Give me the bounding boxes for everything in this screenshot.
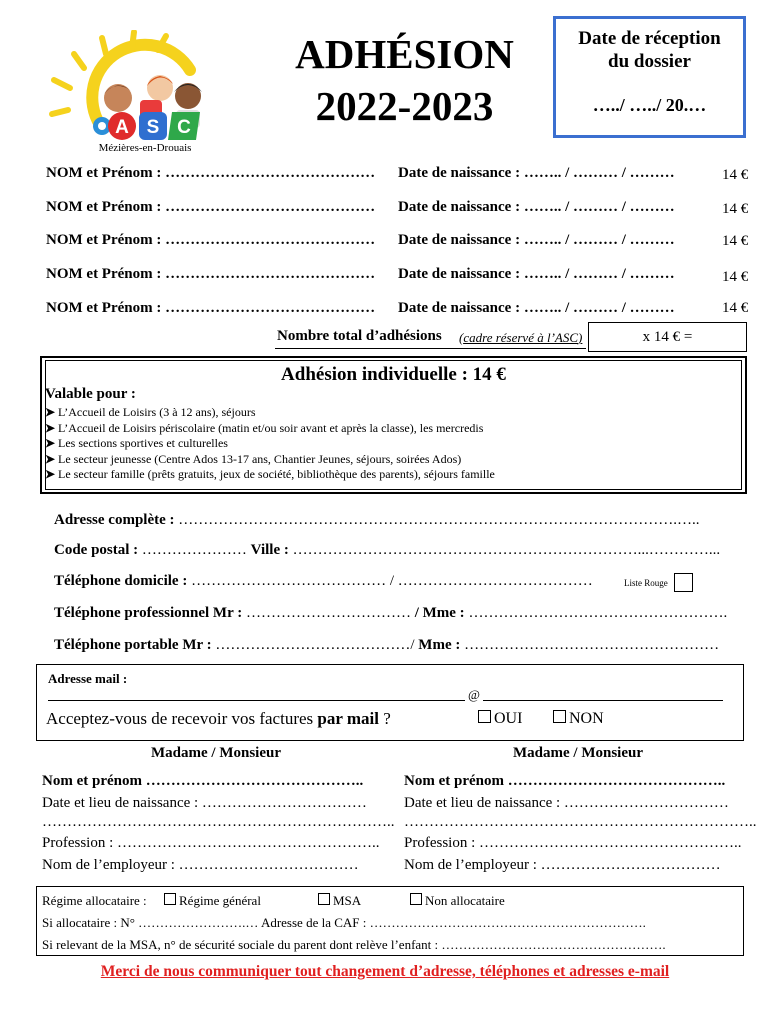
- regime-general-option[interactable]: [164, 893, 261, 909]
- member-name-field[interactable]: NOM et Prénom : ……………………………………: [46, 165, 376, 181]
- list-item-text: Les sections sportives et culturelles: [58, 436, 228, 450]
- arrow-bullet-icon: ➤: [45, 420, 56, 435]
- address-row: [54, 512, 700, 529]
- address-field[interactable]: ……………………………………………………………………………………….…..: [178, 512, 700, 528]
- non-label: NON: [569, 710, 604, 727]
- non-option[interactable]: [553, 710, 604, 728]
- msa-checkbox[interactable]: [318, 893, 330, 905]
- member-price: 14 €: [722, 167, 749, 183]
- reception-label-2: du dossier: [608, 51, 691, 72]
- parent-left-birth-dots[interactable]: ……………………………………………………………..: [42, 814, 395, 830]
- arrow-bullet-icon: ➤: [45, 436, 56, 450]
- parent-right-name-field[interactable]: Nom et prénom ……………………………………..: [404, 773, 726, 789]
- list-item: [45, 405, 495, 421]
- asc-logo: [40, 30, 240, 155]
- work-phone-mme-field[interactable]: …………………………………………….: [468, 605, 728, 621]
- title-line-2: 2022-2023: [315, 83, 494, 129]
- parent-right-birth-field[interactable]: Date et lieu de naissance : ……………………………: [404, 795, 729, 811]
- parent-left-name-field[interactable]: Nom et prénom ……………………………………..: [42, 773, 364, 789]
- arrow-bullet-icon: ➤: [45, 467, 56, 481]
- postal-code-field[interactable]: …………………: [141, 542, 247, 558]
- member-dob-field[interactable]: Date de naissance : …….. / ……… / ………: [398, 199, 675, 215]
- member-price: 14 €: [722, 269, 749, 285]
- arrow-bullet-icon: ➤: [45, 405, 56, 419]
- list-item-text: L’Accueil de Loisirs (3 à 12 ans), séjours: [58, 405, 256, 419]
- parent-left-birth-field[interactable]: Date et lieu de naissance : ……………………………: [42, 795, 367, 811]
- member-price: 14 €: [722, 300, 749, 316]
- msa-social-security-field[interactable]: Si relevant de la MSA, n° de sécurité sociale du parent dont relève l’enfant : …………………………………………….: [42, 937, 666, 952]
- total-box[interactable]: x 14 € =: [588, 322, 747, 352]
- arrow-bullet-icon: ➤: [45, 451, 56, 466]
- allocataire-number-field[interactable]: Si allocataire : N° …………………….… Adresse de la CAF : ……………………………………………………….: [42, 915, 646, 930]
- footer-notice: Merci de nous communiquer tout changement d’adresse, téléphones et adresses e-mail: [100, 963, 670, 980]
- question-text: Acceptez-vous de recevoir vos factures: [46, 709, 318, 728]
- logo-letter-c: C: [177, 117, 191, 138]
- member-dob-field[interactable]: Date de naissance : …….. / ……… / ………: [398, 165, 675, 181]
- parent-right-heading: Madame / Monsieur: [513, 745, 643, 761]
- regime-general-label: Régime général: [179, 893, 261, 908]
- list-item: [45, 421, 495, 437]
- mobile-phone-row: [54, 637, 719, 654]
- total-label: Nombre total d’adhésions: [277, 328, 442, 344]
- msa-label: MSA: [333, 893, 362, 908]
- city-label: Ville :: [250, 542, 289, 558]
- home-phone-row: [54, 573, 593, 590]
- non-checkbox[interactable]: [553, 710, 566, 723]
- member-name-field[interactable]: NOM et Prénom : ……………………………………: [46, 199, 376, 215]
- non-allocataire-checkbox[interactable]: [410, 893, 422, 905]
- reception-label-1: Date de réception: [578, 28, 721, 49]
- work-phone-mr-field[interactable]: ……………………………: [245, 605, 411, 621]
- parent-right-employer-field[interactable]: Nom de l’employeur : ………………………………: [404, 857, 721, 873]
- email-domain-field[interactable]: [483, 700, 723, 701]
- parent-left-profession-field[interactable]: Profession : ……………………………………………..: [42, 835, 380, 851]
- member-name-field[interactable]: NOM et Prénom : ……………………………………: [46, 300, 376, 316]
- reception-date-box: [553, 16, 746, 138]
- list-item: [45, 467, 495, 483]
- member-dob-field[interactable]: Date de naissance : …….. / ……… / ………: [398, 232, 675, 248]
- list-item: [45, 452, 495, 468]
- member-dob-field[interactable]: Date de naissance : …….. / ……… / ………: [398, 266, 675, 282]
- member-price: 14 €: [722, 201, 749, 217]
- mobile-phone-mme-label: Mme :: [418, 637, 461, 653]
- email-local-field[interactable]: [48, 700, 465, 701]
- member-name-field[interactable]: NOM et Prénom : ……………………………………: [46, 232, 376, 248]
- city-field[interactable]: ……………………………………………………………...…………...: [292, 542, 721, 558]
- mobile-phone-mme-field[interactable]: ……………………………………………: [464, 637, 720, 653]
- logo-letter-s: S: [146, 117, 160, 138]
- member-name-field[interactable]: NOM et Prénom : ……………………………………: [46, 266, 376, 282]
- valable-label: Valable pour :: [45, 386, 136, 402]
- oui-label: OUI: [494, 710, 523, 727]
- total-note: (cadre réservé à l’ASC): [459, 330, 583, 345]
- logo-letter-a: A: [115, 117, 129, 138]
- address-label: Adresse complète :: [54, 512, 175, 528]
- valable-list: [45, 405, 495, 483]
- msa-option[interactable]: [318, 893, 361, 909]
- liste-rouge-checkbox[interactable]: [674, 573, 693, 592]
- logo-caption: Mézières-en-Drouais: [98, 142, 192, 154]
- oui-checkbox[interactable]: [478, 710, 491, 723]
- total-underline: [275, 348, 586, 349]
- list-item: [45, 436, 495, 452]
- mobile-phone-label: Téléphone portable Mr :: [54, 637, 212, 653]
- parent-left-heading: Madame / Monsieur: [151, 745, 281, 761]
- total-note-text: cadre réservé à l’ASC: [463, 330, 579, 345]
- form-title: [262, 28, 547, 132]
- question-bold: par mail: [317, 709, 379, 728]
- email-at-sign: @: [468, 687, 480, 702]
- work-phone-label: Téléphone professionnel Mr :: [54, 605, 243, 621]
- title-line-1: ADHÉSION: [295, 31, 514, 77]
- non-allocataire-label: Non allocataire: [425, 893, 505, 908]
- postal-row: [54, 542, 720, 559]
- member-price: 14 €: [722, 233, 749, 249]
- question-end: ?: [378, 709, 391, 728]
- asc-logo-graphic: [40, 30, 240, 155]
- regime-row: [42, 893, 147, 909]
- adhesion-title: Adhésion individuelle : 14 €: [281, 364, 506, 385]
- parent-right-birth-dots[interactable]: ……………………………………………………………..: [404, 814, 757, 830]
- email-label: Adresse mail :: [48, 671, 128, 686]
- regime-label: Régime allocataire :: [42, 893, 147, 908]
- list-item-text: Le secteur famille (prêts gratuits, jeux de société, bibliothèque des parents), séjours famille: [58, 467, 495, 481]
- invoice-by-mail-question: [46, 709, 391, 729]
- non-allocataire-option[interactable]: [410, 893, 505, 909]
- home-phone-label: Téléphone domicile :: [54, 573, 188, 589]
- parent-right-profession-field[interactable]: Profession : ……………………………………………..: [404, 835, 742, 851]
- list-item-text: Le secteur jeunesse (Centre Ados 13-17 ans, Chantier Jeunes, séjours, soirées Ados): [58, 451, 462, 466]
- reception-date-field[interactable]: …../ …../ 20.…: [592, 95, 707, 115]
- work-phone-row: [54, 605, 727, 622]
- list-item-text: L’Accueil de Loisirs périscolaire (matin et/ou soir avant et après la classe), les mercredis: [58, 420, 484, 435]
- parent-left-employer-field[interactable]: Nom de l’employeur : ………………………………: [42, 857, 359, 873]
- regime-general-checkbox[interactable]: [164, 893, 176, 905]
- member-dob-field[interactable]: Date de naissance : …….. / ……… / ………: [398, 300, 675, 316]
- email-box: [36, 664, 744, 741]
- mobile-phone-mr-field[interactable]: …………………………………/: [215, 637, 415, 653]
- work-phone-mme-label: / Mme :: [414, 605, 465, 621]
- postal-code-label: Code postal :: [54, 542, 139, 558]
- home-phone-field[interactable]: ………………………………… / …………………………………: [191, 573, 593, 589]
- oui-option[interactable]: [478, 710, 522, 728]
- liste-rouge-label: Liste Rouge: [624, 578, 668, 588]
